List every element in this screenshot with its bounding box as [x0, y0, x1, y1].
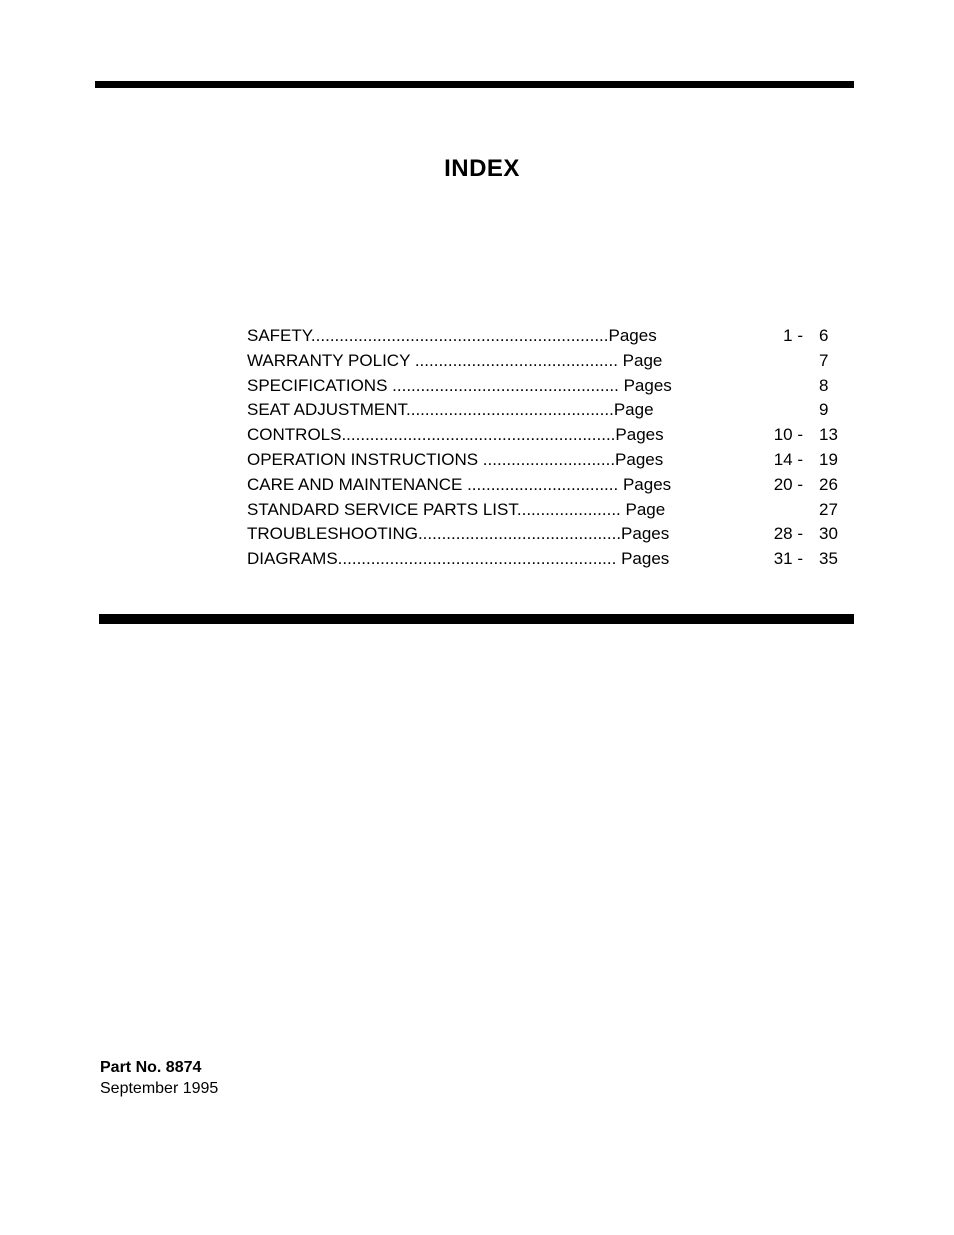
page-title: INDEX: [444, 155, 520, 182]
toc-row: [247, 374, 867, 399]
toc-row: [247, 498, 867, 523]
toc-page-end: 8: [819, 375, 829, 395]
toc-page-end: 6: [819, 326, 829, 345]
toc-page-end: 13: [819, 425, 838, 445]
toc-page-end: 7: [819, 350, 829, 370]
toc-row: [247, 522, 867, 547]
toc-entry: SEAT ADJUSTMENT............................................Page: [247, 400, 654, 420]
toc-page-end: 35: [819, 549, 838, 569]
toc-entry: TROUBLESHOOTING...........................................Pages: [247, 524, 670, 544]
toc-page-start: 1 -: [783, 326, 803, 345]
toc-entry: STANDARD SERVICE PARTS LIST...................... Page: [247, 499, 666, 519]
toc-page-start: 10 -: [773, 425, 803, 445]
toc-row: [247, 398, 867, 423]
toc-entry: DIAGRAMS........................................................... Pages: [247, 549, 670, 569]
toc-entry: CONTROLS..........................................................Pages: [247, 425, 664, 445]
toc-entry: SAFETY...............................................................Pages: [247, 326, 657, 345]
bottom-rule: [99, 614, 854, 624]
part-number: Part No. 8874: [100, 1059, 202, 1076]
toc-page-end: 27: [819, 499, 838, 519]
toc-entry: OPERATION INSTRUCTIONS ............................Pages: [247, 449, 664, 469]
toc-page-start: 31 -: [773, 549, 803, 569]
toc-entry: SPECIFICATIONS ................................................ Pages: [247, 375, 672, 395]
toc-entry: CARE AND MAINTENANCE ................................ Pages: [247, 474, 672, 494]
toc-row: [247, 423, 867, 448]
toc-page-end: 9: [819, 400, 829, 420]
toc-row: [247, 547, 867, 572]
toc-row: [247, 324, 867, 349]
toc-page-end: 19: [819, 449, 838, 469]
top-rule: [95, 81, 854, 88]
toc-page-start: 28 -: [773, 524, 803, 544]
toc-page-start: 20 -: [773, 474, 803, 494]
table-of-contents: [247, 324, 867, 572]
toc-page-start: 14 -: [773, 449, 803, 469]
toc-row: [247, 473, 867, 498]
toc-row: [247, 448, 867, 473]
toc-page-end: 30: [819, 524, 838, 544]
toc-entry: WARRANTY POLICY ........................................... Page: [247, 350, 663, 370]
publication-date: September 1995: [100, 1080, 219, 1097]
toc-page-end: 26: [819, 474, 838, 494]
toc-row: [247, 349, 867, 374]
